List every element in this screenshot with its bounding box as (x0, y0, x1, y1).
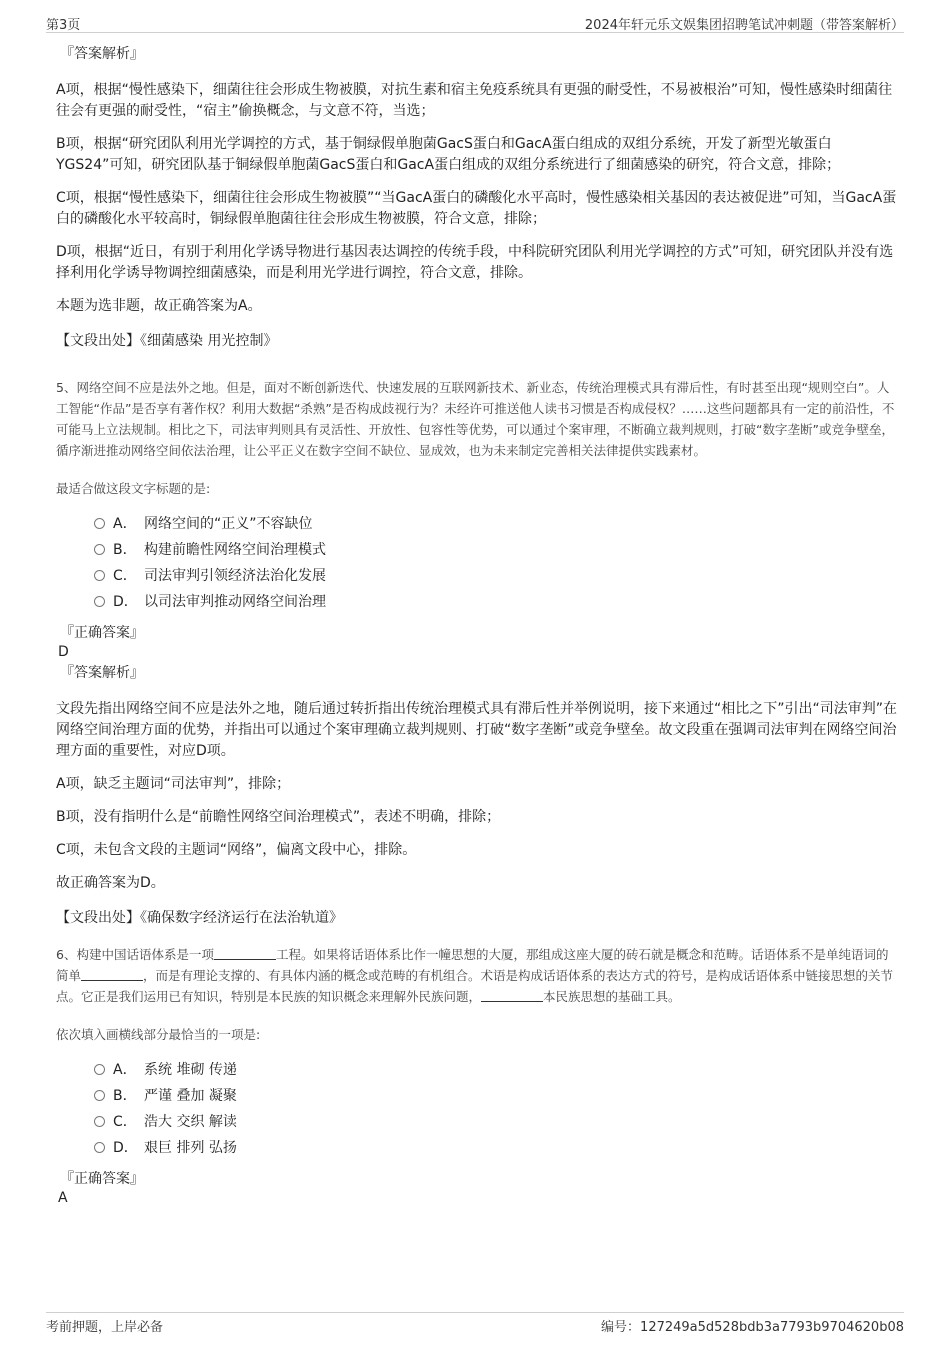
analysis-paragraph: D项，根据“近日，有别于利用化学诱导物进行基因表达调控的传统手段，中科院研究团队利用光学调控的方式”可知，研究团队并没有选择利用化学诱导物调控细菌感染，而是利用光学进行调控，符合文意，排除。 (56, 244, 894, 281)
option-b[interactable]: B． 构建前瞻性网络空间治理模式 (94, 537, 898, 563)
question-5-text: 5、网络空间不应是法外之地。但是，面对不断创新迭代、快速发展的互联网新技术、新业态，传统治理模式具有滞后性，有时甚至出现“规则空白”。人工智能“作品”是否享有著作权？利用大数据“杀熟”是否构成歧视行为？未经许可推送他人读书习惯是否构成侵权？……这些问题都具有一定的前沿性，不可能马上立法规制。相比之下，司法审判则具有灵活性、开放性、包容性等优势，可以通过个案审理，不断确立裁判规则，打破“数字垄断”或竞争壁垒，循序渐进推动网络空间依法治理，让公平正义在数字空间不缺位、显成效，也为未来制定完善相关法律提供实践素材。 (56, 380, 895, 458)
analysis-paragraph: 文段先指出网络空间不应是法外之地，随后通过转折指出传统治理模式具有滞后性并举例说明，接下来通过“相比之下”引出“司法审判”在网络空间治理方面的优势，并指出可以通过个案审理确立裁判规则、打破“数字垄断”或竞争壁垒。故文段重在强调司法审判在网络空间治理方面的重要性，对应D项。 (56, 701, 898, 759)
radio-icon[interactable] (94, 518, 105, 529)
radio-icon[interactable] (94, 544, 105, 555)
option-a[interactable]: A． 网络空间的“正义”不容缺位 (94, 511, 898, 537)
analysis-paragraph: A项，缺乏主题词“司法审判”，排除； (56, 776, 291, 792)
radio-icon[interactable] (94, 570, 105, 581)
option-d[interactable]: D． 以司法审判推动网络空间治理 (94, 589, 898, 615)
correct-answer: A (58, 1190, 68, 1206)
option-c[interactable]: C． 浩大 交织 解读 (94, 1109, 898, 1135)
document-content (56, 44, 898, 1207)
radio-icon[interactable] (94, 596, 105, 607)
question-6-prompt: 依次填入画横线部分最恰当的一项是: (56, 1027, 261, 1042)
analysis-paragraph: B项，没有指明什么是“前瞻性网络空间治理模式”，表述不明确，排除； (56, 809, 501, 825)
page-header (46, 14, 904, 33)
source-citation: 【文段出处】《确保数字经济运行在法治轨道》 (56, 910, 343, 926)
document-id: 编号：127249a5d528bdb3a7793b9704620b08 (601, 1320, 904, 1335)
conclusion-paragraph: 本题为选非题，故正确答案为A。 (56, 298, 262, 314)
page-number: 第3页 (46, 18, 81, 33)
correct-answer-label: 『正确答案』 (60, 625, 144, 641)
option-c[interactable]: C． 司法审判引领经济法治化发展 (94, 563, 898, 589)
option-b[interactable]: B． 严谨 叠加 凝聚 (94, 1083, 898, 1109)
radio-icon[interactable] (94, 1116, 105, 1127)
page-footer (46, 1312, 904, 1335)
option-a[interactable]: A． 系统 堆砌 传递 (94, 1057, 898, 1083)
radio-icon[interactable] (94, 1064, 105, 1075)
fill-blank (481, 989, 543, 1002)
correct-answer: D (58, 644, 69, 660)
source-citation: 【文段出处】《细菌感染 用光控制》 (56, 333, 278, 349)
footer-slogan: 考前押题，上岸必备 (46, 1320, 164, 1335)
analysis-paragraph: A项，根据“慢性感染下，细菌往往会形成生物被膜，对抗生素和宿主免疫系统具有更强的耐受性，不易被根治”可知，慢性感染时细菌往往会有更强的耐受性，“宿主”偷换概念，与文意不符，当选； (56, 82, 893, 119)
analysis-label: 『答案解析』 (60, 665, 144, 681)
question-5-prompt: 最适合做这段文字标题的是: (56, 481, 211, 496)
question-6-options (94, 1057, 898, 1161)
radio-icon[interactable] (94, 1142, 105, 1153)
analysis-paragraph: C项，根据“慢性感染下，细菌往往会形成生物被膜”“当GacA蛋白的磷酸化水平高时，慢性感染相关基因的表达被促进”可知，当GacA蛋白的磷酸化水平较高时，铜绿假单胞菌往往会形成生物被膜，符合文意，排除； (56, 190, 897, 227)
fill-blank (81, 968, 143, 981)
option-d[interactable]: D． 艰巨 排列 弘扬 (94, 1135, 898, 1161)
document-title: 2024年轩元乐文娱集团招聘笔试冲刺题（带答案解析） (584, 18, 904, 33)
question-6-text: 6、构建中国话语体系是一项 工程。如果将话语体系比作一幢思想的大厦，那组成这座大厦的砖石就是概念和范畴。话语体系不是单纯语词的简单 ，而是有理论支撑的、有具体内涵的概念或范畴的有机组合。术语是构成话语体系的表达方式的符号，是构成话语体系中链接思想的关节点。它正是我们运用已有知识，特别是本民族的知识概念来理解外民族问题， 本民族思想的基础工具。 (56, 947, 894, 1004)
analysis-label: 『答案解析』 (60, 46, 144, 62)
fill-blank (214, 947, 276, 960)
analysis-paragraph: B项，根据“研究团队利用光学调控的方式，基于铜绿假单胞菌GacS蛋白和GacA蛋白组成的双组分系统，开发了新型光敏蛋白YGS24”可知，研究团队基于铜绿假单胞菌GacS蛋白和GacA蛋白组成的双组分系统进行了细菌感染的研究，符合文意，排除； (56, 136, 841, 173)
analysis-paragraph: C项，未包含文段的主题词“网络”，偏离文段中心，排除。 (56, 842, 417, 858)
question-5-options (94, 511, 898, 615)
correct-answer-label: 『正确答案』 (60, 1171, 144, 1187)
conclusion-paragraph: 故正确答案为D。 (56, 875, 165, 891)
radio-icon[interactable] (94, 1090, 105, 1101)
